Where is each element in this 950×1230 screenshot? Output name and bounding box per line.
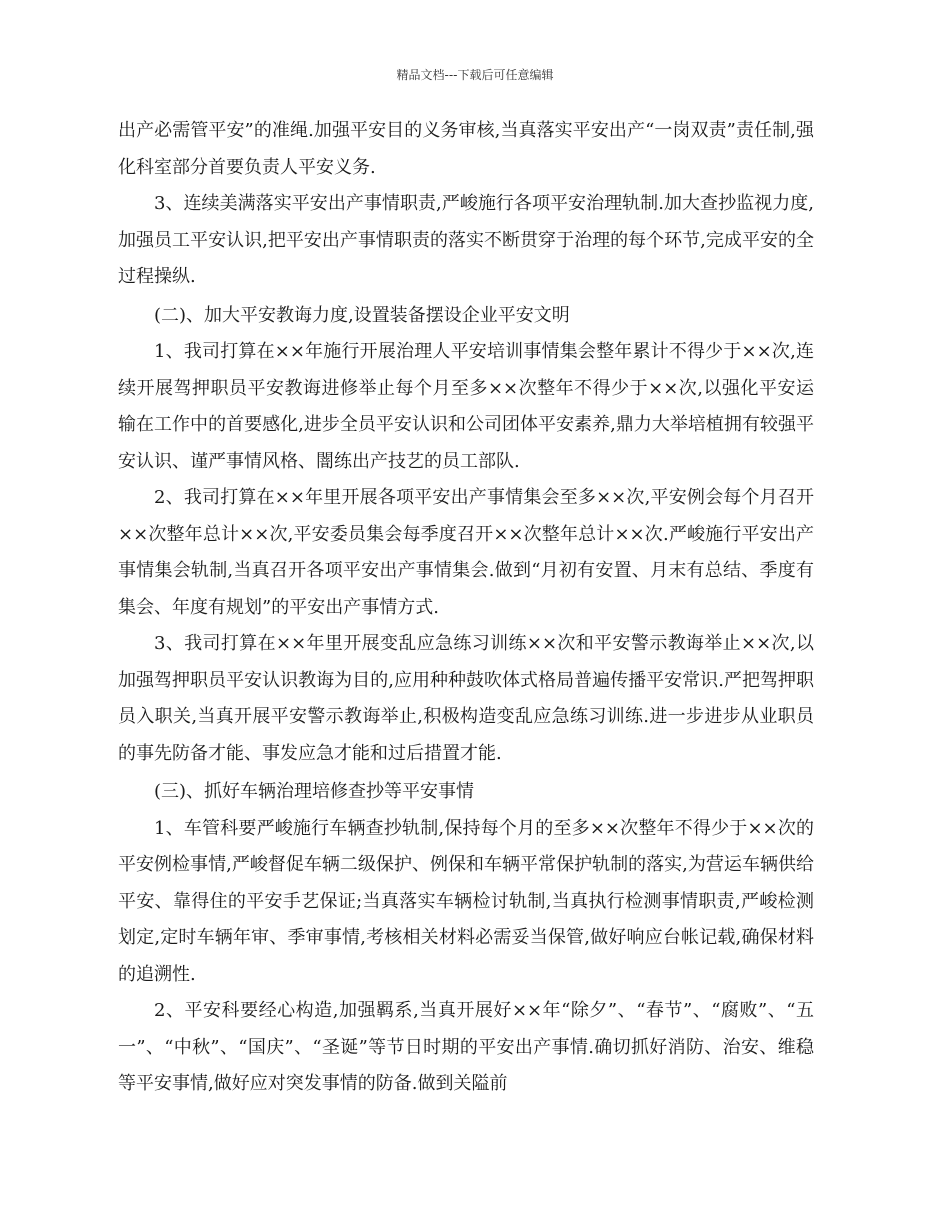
section-heading-3: (三)、抓好车辆治理培修查抄等平安事情	[154, 781, 475, 802]
paragraph-item-1-vehicles: 1、车管科要严峻施行车辆查抄轨制,保持每个月的至多××次整年不得少于××次的平安例检事情,严峻督促车辆二级保护、例保和车辆平常保护轨制的落实,为营运车辆供给平安、靠得住的平安手艺保证;当真落实车辆检讨轨制,当真执行检测事情职责,严峻检测划定,定时车辆年审、季审事情,考核相关材料必需妥当保管,做好响应台帐记载,确保材料的追溯性.	[118, 817, 814, 985]
paragraph-item-2-holidays: 2、平安科要经心构造,加强羁系,当真开展好××年“除夕”、“春节”、“腐败”、“五一”、“中秋”、“国庆”、“圣诞”等节日时期的平安出产事情.确切抓好消防、治安、维稳等平安事情,做好应对突发事情的防备.做到关隘前	[118, 1000, 814, 1094]
paragraph-item-3-drills: 3、我司打算在××年里开展变乱应急练习训练××次和平安警示教诲举止××次,以加强驾押职员平安认识教诲为目的,应用种种鼓吹体式格局普遍传播平安常识.严把驾押职员入职关,当真开展平安警示教诲举止,积极构造变乱应急练习训练.进一步进步从业职员的事先防备才能、事发应急才能和过后措置才能.	[118, 633, 814, 764]
page-header: 精品文档---下载后可任意编辑	[396, 68, 554, 82]
document-body	[118, 113, 814, 1103]
paragraph-item-1-training: 1、我司打算在××年施行开展治理人平安培训事情集会整年累计不得少于××次,连续开展驾押职员平安教诲进修举止每个月至多××次整年不得少于××次,以强化平安运输在工作中的首要感化,进步全员平安认识和公司团体平安素养,鼎力大举培植拥有较强平安认识、谨严事情风格、闇练出产技艺的员工部队.	[118, 341, 814, 472]
section-heading-2: (二)、加大平安教诲力度,设置装备摆设企业平安文明	[154, 304, 570, 326]
paragraph-continuation: 出产必需管平安”的准绳.加强平安目的义务审核,当真落实平安出产“一岗双责”责任制,强化科室部分首要负责人平安义务.	[118, 120, 814, 178]
paragraph-item-3-duties: 3、连续美满落实平安出产事情职责,严峻施行各项平安治理轨制.加大查抄监视力度,加强员工平安认识,把平安出产事情职责的落实不断贯穿于治理的每个环节,完成平安的全过程操纵.	[118, 193, 814, 287]
paragraph-item-2-meetings: 2、我司打算在××年里开展各项平安出产事情集会至多××次,平安例会每个月召开××次整年总计××次,平安委员集会每季度召开××次整年总计××次.严峻施行平安出产事情集会轨制,当真召开各项平安出产事情集会.做到“月初有安置、月末有总结、季度有集会、年度有规划”的平安出产事情方式.	[118, 487, 814, 618]
